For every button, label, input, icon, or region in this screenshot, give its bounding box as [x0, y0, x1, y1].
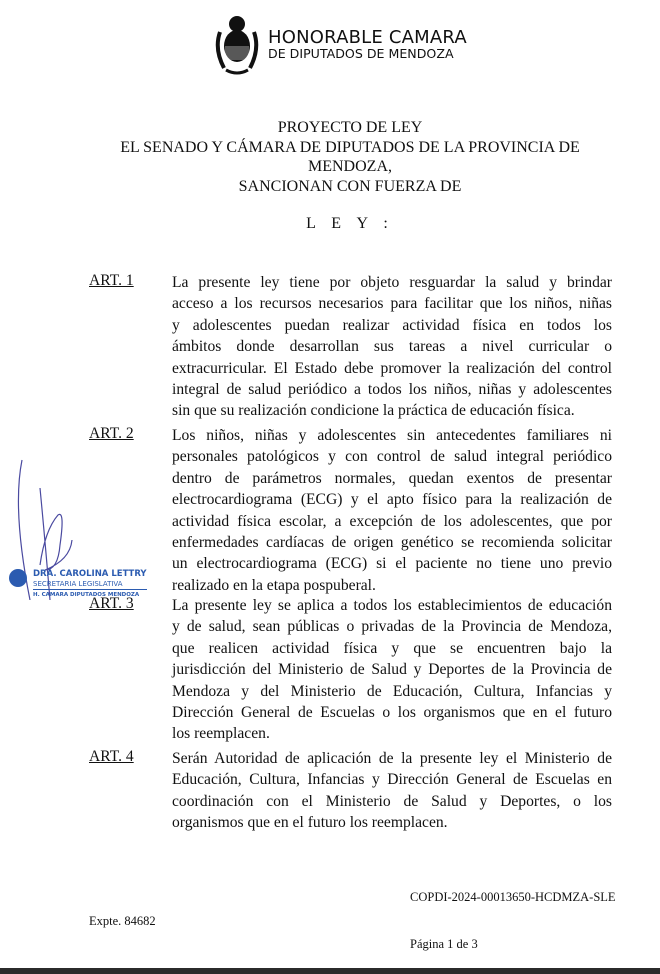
org-name-line2: DE DIPUTADOS DE MENDOZA: [268, 46, 454, 62]
article-line: electrocardiograma (ECG) y el apto físico para la realización de: [172, 491, 612, 509]
document-code: COPDI-2024-00013650-HCDMZA-SLE: [410, 890, 616, 904]
title-line: EL SENADO Y CÁMARA DE DIPUTADOS DE LA PROVINCIA DE: [120, 138, 580, 156]
page-number: Página 1 de 3: [410, 937, 478, 951]
article-line: actividad física escolar, a excepción de los adolescentes, que por: [172, 512, 612, 530]
article-body: [172, 272, 612, 422]
article-line: jurisdicción del Ministerio de Salud y Deportes de la Provincia de: [172, 661, 612, 679]
title-line: PROYECTO DE LEY: [277, 119, 423, 136]
article-line: los reemplacen.: [172, 725, 270, 743]
article-line: organismos que en el futuro los reemplacen.: [172, 814, 448, 832]
article-line: sin que su realización condicione la práctica de educación física.: [172, 402, 575, 420]
article-line: Educación, Cultura, Infancias y Dirección General de Escuelas en: [172, 771, 612, 789]
article-label: ART. 4: [89, 748, 134, 765]
article-body: [172, 425, 612, 596]
signature-stamp: [0, 450, 160, 600]
stamp-org: H. CAMARA DIPUTADOS MENDOZA: [33, 589, 147, 600]
chamber-logo: [212, 14, 467, 76]
article-line: Serán Autoridad de aplicación de la presente ley el Ministerio de: [172, 750, 612, 767]
article-line: personales patológicos y con control de salud integral periódico: [172, 448, 612, 466]
article-line: dentro de parámetros normales, quedan exentos de presentar: [172, 469, 612, 487]
article-line: y adolescentes puedan realizar actividad física en todos los: [172, 316, 612, 334]
bottom-bar: [0, 968, 660, 974]
article-line: Los niños, niñas y adolescentes sin antecedentes familiares ni: [172, 427, 612, 444]
article-line: Dirección General de Escuelas o los organismos que en el futuro: [172, 703, 612, 721]
article-line: extracurricular. El Estado debe promover la realización del control: [172, 359, 612, 377]
article-label: ART. 3: [89, 595, 134, 612]
ley-heading: L E Y :: [306, 215, 394, 232]
article-line: y de salud, sean públicas o privadas de la Provincia de Mendoza,: [172, 618, 612, 636]
stamp-name: DRA. CAROLINA LETTRY: [33, 569, 147, 579]
article-line: coordinación con el Ministerio de Salud y Deportes, o los: [172, 792, 612, 810]
article-line: ámbitos donde desarrollan sus tareas a nivel curricular o: [172, 338, 612, 356]
article-line: acceso a los recursos necesarios para facilitar que los niños, niñas: [172, 295, 612, 313]
article-line: un electrocardiograma (ECG) si el paciente no tiene uno previo: [172, 555, 612, 573]
coat-of-arms-icon: [212, 14, 262, 76]
title-line: SANCIONAN CON FUERZA DE: [238, 177, 462, 195]
article-line: La presente ley se aplica a todos los establecimientos de educación: [172, 597, 612, 614]
title-line: MENDOZA,: [308, 158, 392, 176]
article-line: integral de salud periódico a todos los niños, niñas y adolescentes: [172, 380, 612, 398]
article-body: [172, 595, 612, 745]
article-line: enfermedades cardíacas de origen genético se recomienda solicitar: [172, 533, 612, 551]
article-line: La presente ley tiene por objeto resguardar la salud y brindar: [172, 274, 612, 291]
org-name-line1: HONORABLE CAMARA: [268, 27, 467, 49]
article-body: [172, 748, 612, 834]
expediente-number: Expte. 84682: [89, 914, 156, 928]
article-line: Mendoza y del Ministerio de Educación, Cultura, Infancias y: [172, 682, 612, 700]
article-label: ART. 2: [89, 425, 134, 442]
stamp-role: SECRETARIA LEGISLATIVA: [33, 580, 123, 588]
document-title: [0, 118, 660, 196]
article-line: que realicen actividad física y que se encuentren bajo la: [172, 639, 612, 657]
article-line: realizado en la etapa pospuberal.: [172, 576, 376, 594]
article-label: ART. 1: [89, 272, 134, 289]
